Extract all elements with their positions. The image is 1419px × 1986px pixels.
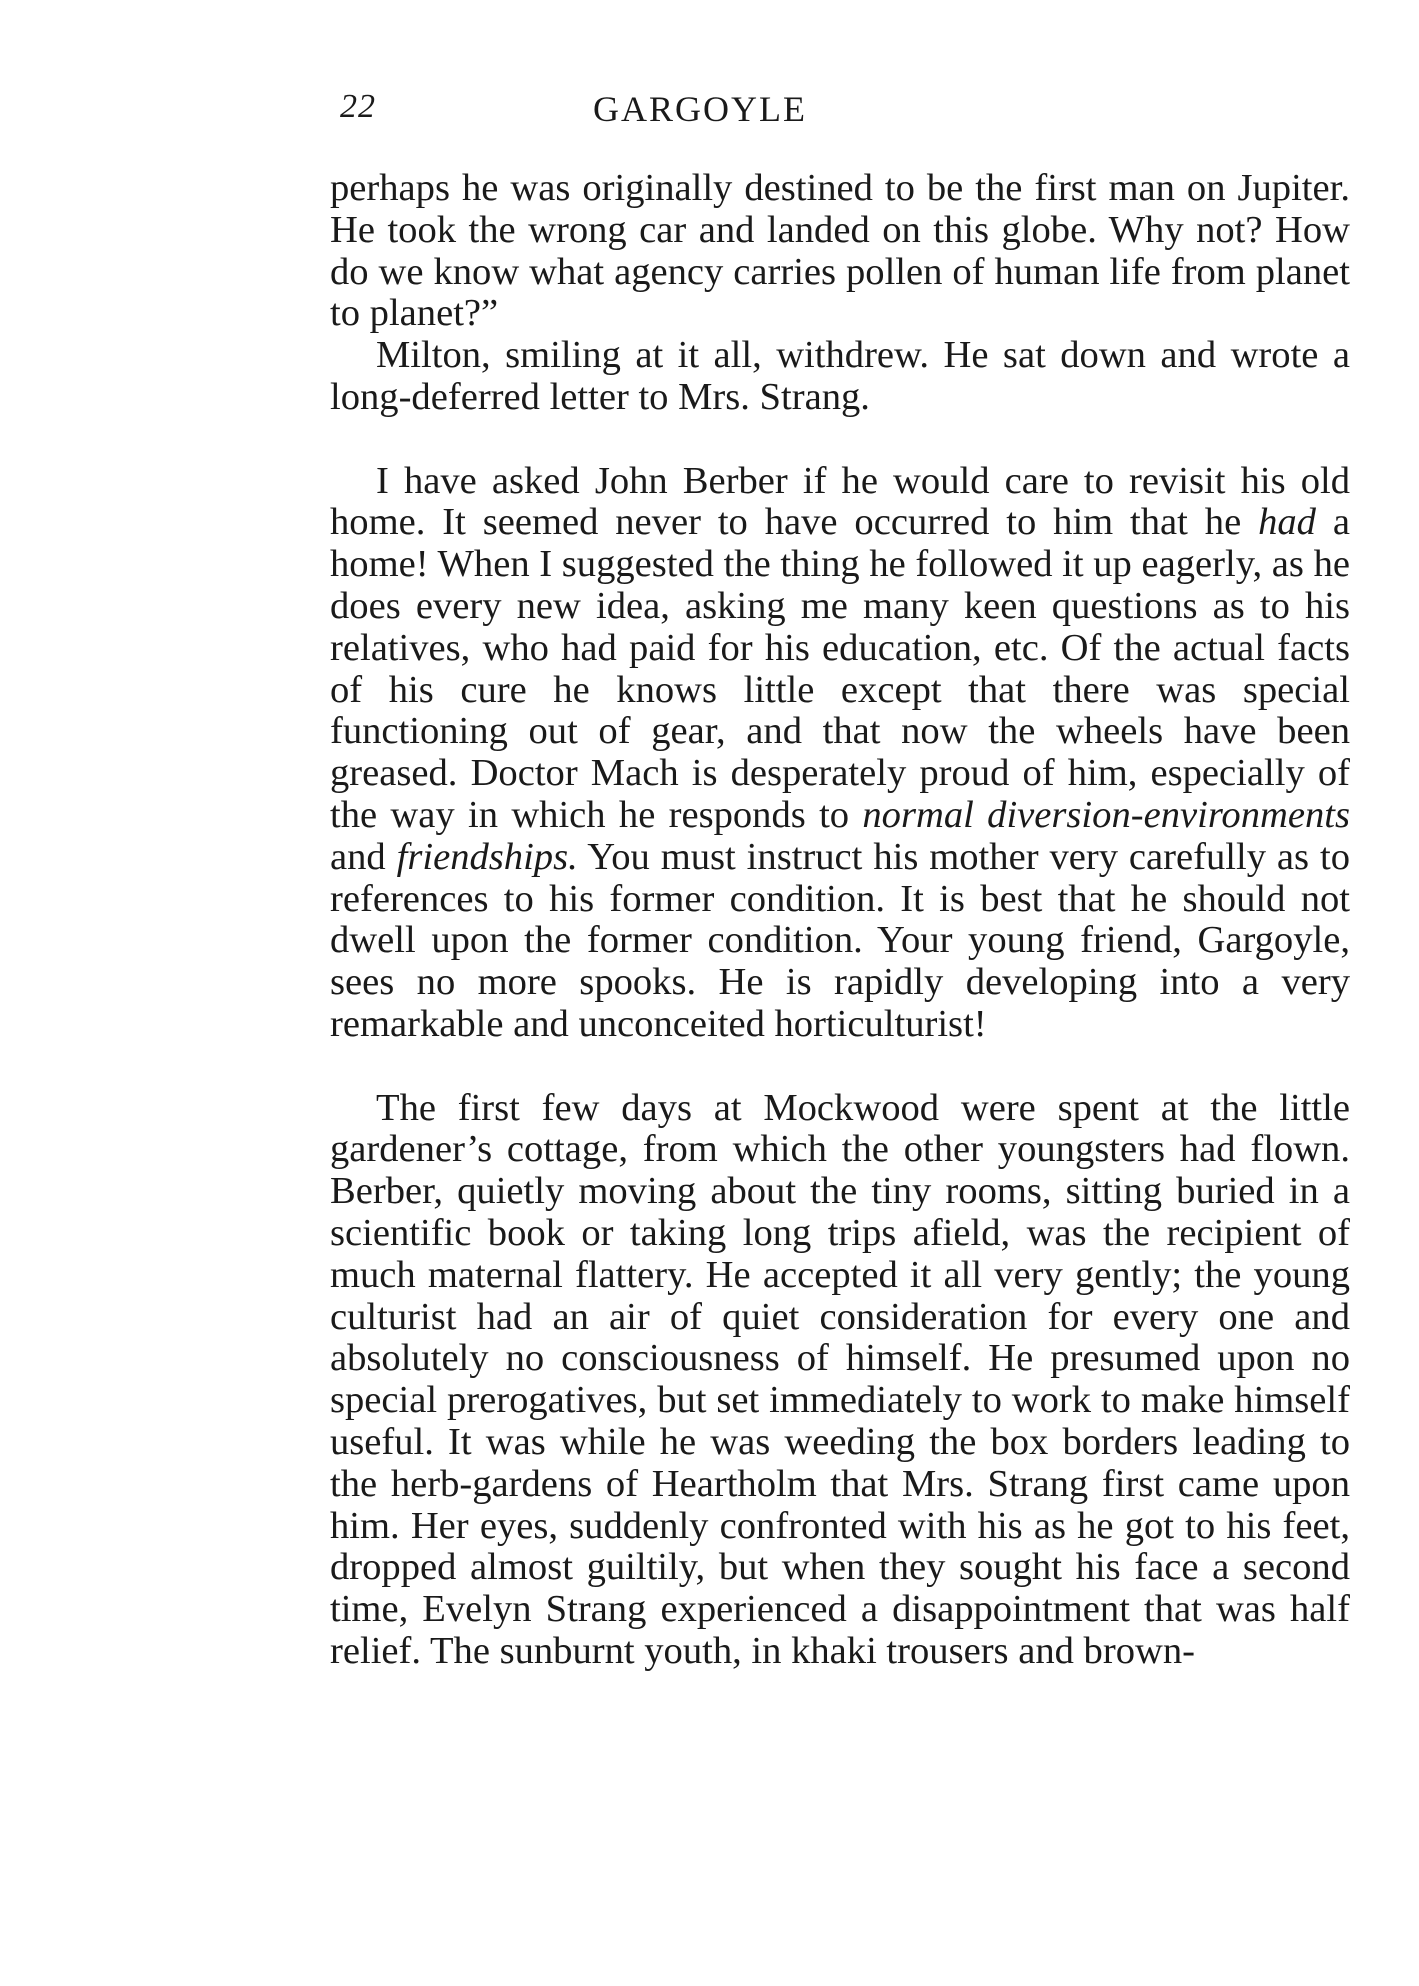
page-header: [340, 88, 990, 128]
paragraph-2: Milton, smiling at it all, withdrew. He sat down and wrote a long-deferred letter to Mrs. Strang.: [330, 334, 1350, 418]
body-text: [330, 168, 1350, 1673]
letter-text-b: a home! When I suggested the thing he followed it up eagerly, as he does every new idea, asking me many keen questions as to his relatives, who had paid for his education, etc. Of the actual facts of his cure he knows little except that there was special functioning out of gear, and that now the wheels have been greased. Doctor Mach is desperately proud of him, especially of the way in which he responds to: [330, 501, 1350, 836]
letter-paragraph: [330, 461, 1350, 1046]
paragraph-1: perhaps he was originally destined to be the first man on Jupiter. He took the wrong car and landed on this globe. Why not? How do we know what agency carries pollen of human life from planet to planet?”: [330, 167, 1350, 335]
letter-emphasis-environments: normal diversion-environments: [862, 793, 1350, 836]
page-number: 22: [340, 88, 376, 125]
paragraph-3: The first few days at Mockwood were spent at the little gardener’s cottage, from which the other youngsters had flown. Berber, quietly moving about the tiny rooms, sitting buried in a scientific book or taking long trips afield, was the recipient of much maternal flattery. He accepted it all very gently; the young culturist had an air of quiet consideration for every one and absolutely no consciousness of himself. He presumed upon no special prerogatives, but set immediately to work to make himself useful. It was while he was weeding the box borders leading to the herb-gardens of Heartholm that Mrs. Strang first came upon him. Her eyes, suddenly confronted with his as he got to his feet, dropped almost guiltily, but when they sought his face a second time, Evelyn Strang experienced a disappointment that was half relief. The sunburnt youth, in khaki trousers and brown-: [330, 1086, 1350, 1672]
letter-text-a: I have asked John Berber if he would care to revisit his old home. It seemed never to have occurred to him that he: [330, 459, 1350, 544]
letter-emphasis-friendships: friendships.: [396, 835, 578, 878]
letter-text-and: and: [330, 835, 397, 878]
letter-emphasis-had: had: [1258, 501, 1316, 544]
running-title: GARGOYLE: [593, 89, 807, 129]
letter-text-c: You must instruct his mother very carefully as to references to his former condition. It is best that he should not dwell upon the former condition. Your young friend, Gargoyle, sees no more spooks. He is rapidly developing into a very remarkable and unconceited horticulturist!: [330, 835, 1350, 1045]
